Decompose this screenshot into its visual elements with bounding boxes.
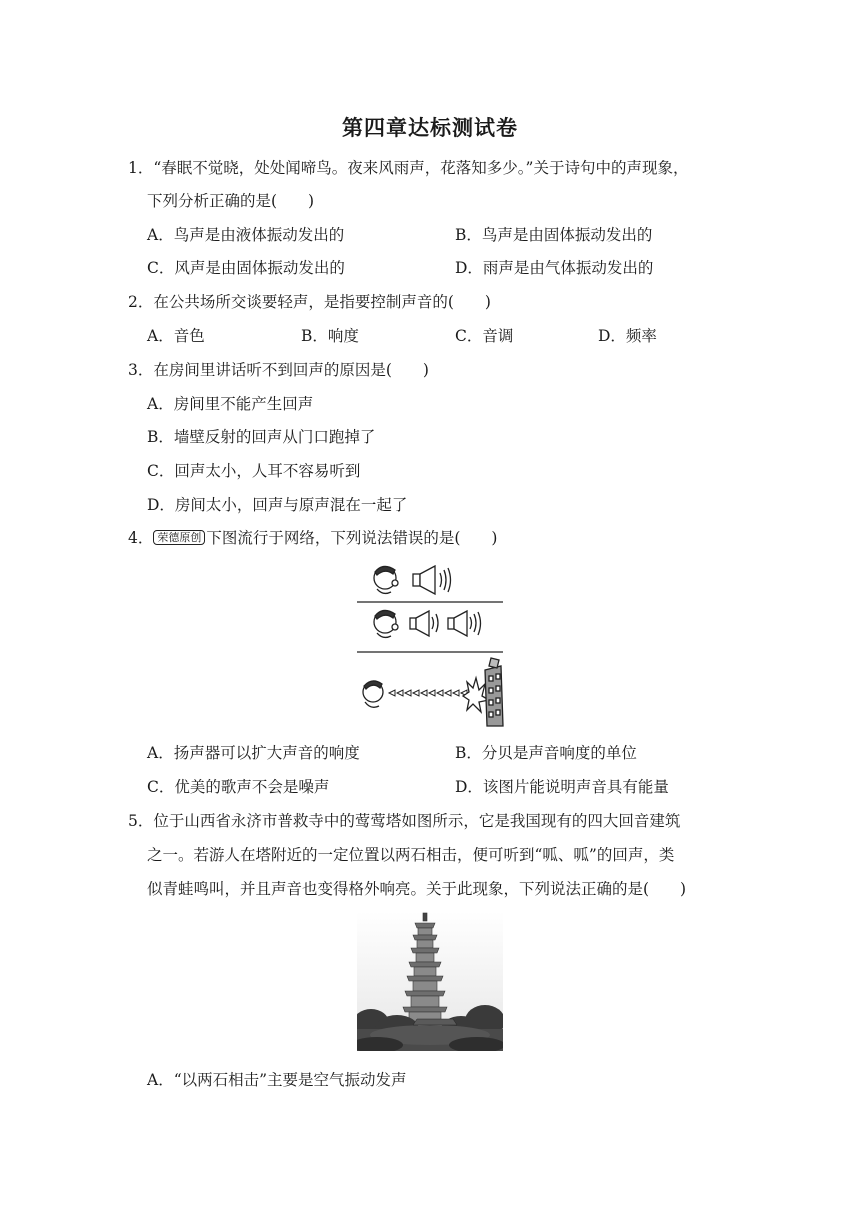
question-2-option-b: B．响度 — [301, 327, 359, 345]
question-3-option-b: B．墙壁反射的回声从门口跑掉了 — [147, 428, 376, 446]
loudspeaker-illustration — [355, 560, 505, 728]
question-4-stem: 下图流行于网络，下列说法错误的是( ) — [206, 529, 498, 547]
original-badge: 荣德原创 — [153, 530, 205, 545]
question-3-stem: 3．在房间里讲话听不到回声的原因是( ) — [128, 361, 429, 379]
speaker-icon-2 — [410, 611, 438, 636]
speaker-icon-1 — [413, 566, 451, 594]
shouting-person-3 — [363, 681, 383, 707]
question-1-option-b: B．鸟声是由固体振动发出的 — [455, 226, 653, 244]
speaker-icon-3 — [448, 611, 481, 636]
question-2-stem: 2．在公共场所交谈要轻声，是指要控制声音的( ) — [128, 293, 491, 311]
question-4-number: 4． — [128, 529, 154, 547]
temple-roof — [413, 1019, 457, 1025]
question-1-line-1: 1．“春眠不觉晓，处处闻啼鸟。夜来风雨声，花落知多少。”关于诗句中的声现象， — [128, 159, 689, 177]
question-5-line-1: 5．位于山西省永济市普救寺中的莺莺塔如图所示，它是我国现有的四大回音建筑 — [128, 812, 681, 830]
question-3-option-a: A．房间里不能产生回声 — [147, 395, 314, 413]
question-4-stem-line — [128, 528, 497, 548]
question-4-option-a: A．扬声器可以扩大声音的响度 — [147, 744, 360, 762]
question-3-option-d: D．房间太小，回声与原声混在一起了 — [147, 496, 408, 514]
question-1-line-2: 下列分析正确的是( ) — [147, 192, 315, 210]
pagoda-photo — [357, 911, 503, 1051]
question-1-option-c: C．风声是由固体振动发出的 — [147, 259, 345, 277]
shouting-person-1 — [374, 566, 398, 593]
shouting-person-2 — [374, 610, 398, 637]
question-5-option-a: A．“以两石相击”主要是空气振动发声 — [147, 1071, 407, 1089]
speaker-chain — [389, 690, 467, 696]
page-title: 第四章达标测试卷 — [342, 116, 518, 140]
question-2-option-a: A．音色 — [147, 327, 205, 345]
question-1-option-d: D．雨声是由气体振动发出的 — [455, 259, 654, 277]
collapsing-building-icon — [485, 658, 503, 726]
question-3-option-c: C．回声太小，人耳不容易听到 — [147, 462, 361, 480]
question-2-option-d: D．频率 — [598, 327, 657, 345]
question-5-line-3: 似青蛙鸣叫，并且声音也变得格外响亮。关于此现象，下列说法正确的是( ) — [147, 880, 687, 898]
question-4-option-b: B．分贝是声音响度的单位 — [455, 744, 637, 762]
question-1-option-a: A．鸟声是由液体振动发出的 — [147, 226, 345, 244]
question-4-option-d: D．该图片能说明声音具有能量 — [455, 778, 669, 796]
question-5-line-2: 之一。若游人在塔附近的一定位置以两石相击，便可听到“呱、呱”的回声，类 — [147, 846, 675, 864]
question-4-option-c: C．优美的歌声不会是噪声 — [147, 778, 330, 796]
question-2-option-c: C．音调 — [455, 327, 514, 345]
